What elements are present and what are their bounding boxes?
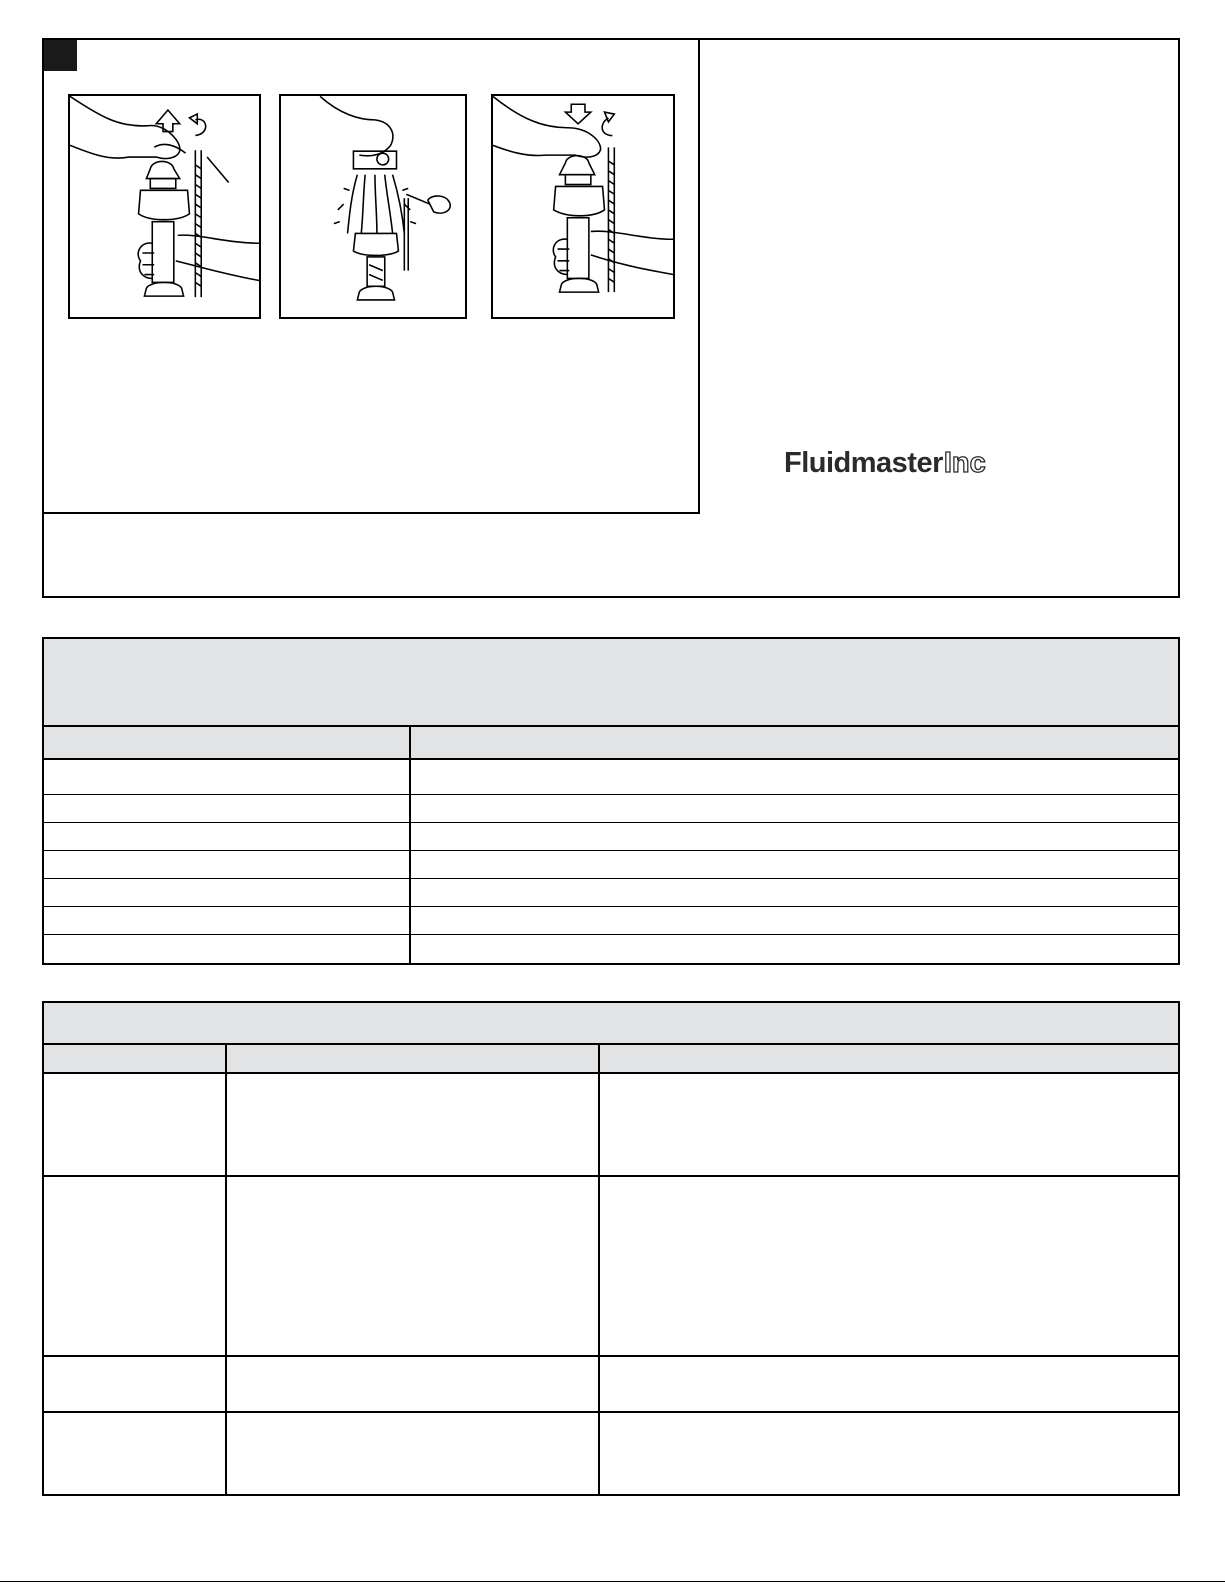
table-row <box>44 1074 1178 1177</box>
step-remove-cap-illustration <box>68 94 261 319</box>
spec-column-headers <box>44 727 1178 760</box>
step-number-marker <box>44 40 77 71</box>
step-flush-valve-illustration <box>279 94 467 319</box>
table-row <box>44 1357 1178 1413</box>
table-row <box>44 1413 1178 1494</box>
column-divider <box>409 727 411 963</box>
column-divider <box>598 1045 600 1494</box>
table-row <box>44 851 1178 879</box>
troubleshooting-table <box>42 1001 1180 1496</box>
fluidmaster-logo <box>784 446 1054 480</box>
trouble-column-headers <box>44 1045 1178 1074</box>
bottom-rule <box>0 1581 1225 1582</box>
step-replace-cap-illustration <box>491 94 675 319</box>
trouble-table-header <box>44 1003 1178 1045</box>
table-row <box>44 879 1178 907</box>
table-row <box>44 907 1178 935</box>
table-row <box>44 760 1178 795</box>
brand-suffix: Inc <box>943 447 986 479</box>
specifications-table <box>42 637 1180 965</box>
spec-table-header <box>44 639 1178 727</box>
table-row <box>44 935 1178 963</box>
table-row <box>44 823 1178 851</box>
brand-name: Fluidmaster <box>784 447 943 479</box>
table-row <box>44 1177 1178 1357</box>
table-row <box>44 795 1178 823</box>
column-divider <box>225 1045 227 1494</box>
